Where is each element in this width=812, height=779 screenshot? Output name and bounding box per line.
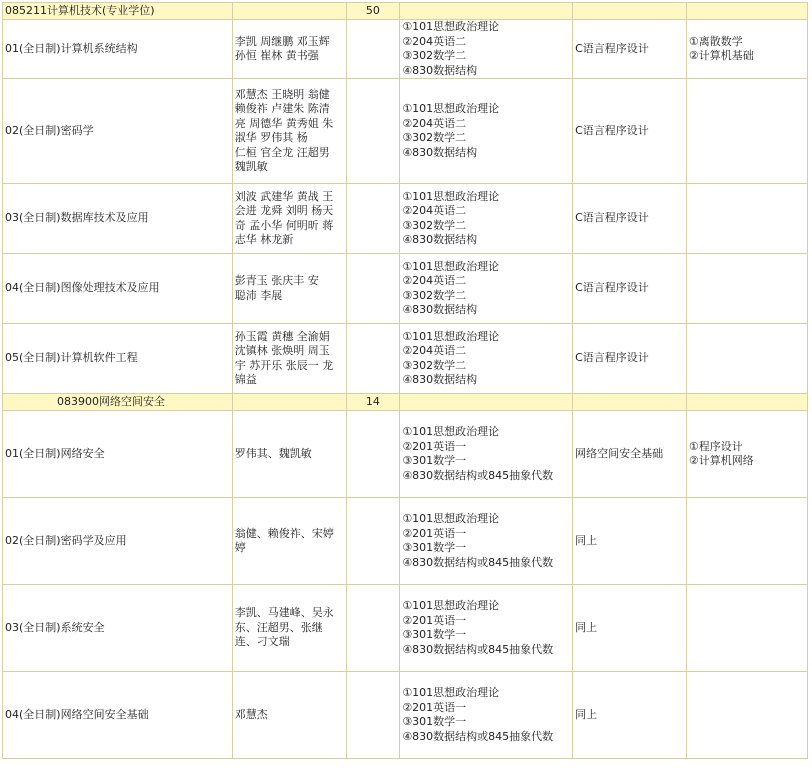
tutor-list <box>232 585 346 672</box>
tutor-line: 李凯、马建峰、吴永 <box>234 606 334 620</box>
exam-subjects <box>400 79 573 184</box>
direction-name: 03(全日制)系统安全 <box>3 585 233 672</box>
exam-subject: ④830数据结构 <box>402 233 478 246</box>
retest-subject: 同上 <box>573 672 687 759</box>
major-empty-cell <box>400 3 573 20</box>
direction-row <box>3 20 808 79</box>
tutor-list <box>232 254 346 324</box>
supplementary-subject: ①离散数学 <box>688 34 743 48</box>
exam-subject: ③301数学一 <box>402 628 467 641</box>
exam-subject: ①101思想政治理论 <box>402 329 500 343</box>
direction-row <box>3 324 808 394</box>
retest-subject: 同上 <box>573 498 687 585</box>
quota-cell <box>346 324 400 394</box>
exam-subject: ③302数学二 <box>402 358 467 372</box>
exam-subject: ①101思想政治理论 <box>402 512 500 525</box>
tutor-line: 彭青玉 张庆丰 安 <box>234 274 319 287</box>
retest-subject: C语言程序设计 <box>573 20 687 79</box>
exam-subject: ②201英语一 <box>402 526 467 540</box>
exam-subject: ①101思想政治理论 <box>402 259 500 273</box>
tutor-line: 赖俊祚 卢建朱 陈清 <box>234 102 330 115</box>
exam-subjects <box>400 498 573 585</box>
direction-name: 01(全日制)网络安全 <box>3 411 233 498</box>
admissions-table <box>2 2 808 759</box>
supplementary-subjects <box>686 585 807 672</box>
tutor-line: 孙玉霞 黄穗 全渝娟 <box>234 329 330 343</box>
major-quota: 50 <box>346 3 400 20</box>
supplementary-subject: ②计算机基础 <box>688 49 754 62</box>
exam-subject: ②204英语二 <box>402 274 467 287</box>
retest-subject: C语言程序设计 <box>573 79 687 184</box>
tutor-list <box>232 184 346 254</box>
tutor-line: 刘波 武建华 黄战 王 <box>234 189 334 203</box>
direction-name: 02(全日制)密码学及应用 <box>3 498 233 585</box>
supplementary-subjects <box>686 411 807 498</box>
direction-row <box>3 585 808 672</box>
tutor-line: 亮 周德华 黄秀姐 朱 <box>234 116 334 130</box>
quota-cell <box>346 20 400 79</box>
major-empty-cell <box>400 394 573 411</box>
tutor-line: 沈镇林 张焕明 周玉 <box>234 344 330 357</box>
tutor-line: 会进 龙舜 刘明 杨天 <box>234 204 334 217</box>
exam-subject: ②204英语二 <box>402 34 467 48</box>
tutor-line: 奇 孟小华 何明昕 蒋 <box>234 218 334 232</box>
direction-name: 05(全日制)计算机软件工程 <box>3 324 233 394</box>
admissions-table-body <box>3 3 808 759</box>
exam-subjects <box>400 254 573 324</box>
major-empty-cell <box>232 3 346 20</box>
supplementary-subjects <box>686 20 807 79</box>
major-header-row <box>3 394 808 411</box>
direction-name: 02(全日制)密码学 <box>3 79 233 184</box>
tutor-line: 志华 林龙新 <box>234 233 294 246</box>
retest-subject: 网络空间安全基础 <box>573 411 687 498</box>
tutor-list <box>232 324 346 394</box>
tutor-line: 邓慧杰 <box>234 707 268 721</box>
supplementary-subject: ①程序设计 <box>688 439 743 453</box>
major-quota: 14 <box>346 394 400 411</box>
major-name: 083900网络空间安全 <box>3 394 233 411</box>
major-header-row <box>3 3 808 20</box>
exam-subject: ③302数学二 <box>402 288 467 302</box>
exam-subjects <box>400 324 573 394</box>
supplementary-subjects <box>686 184 807 254</box>
exam-subject: ④830数据结构或845抽象代数 <box>402 642 554 656</box>
retest-subject: 同上 <box>573 585 687 672</box>
direction-name: 01(全日制)计算机系统结构 <box>3 20 233 79</box>
exam-subjects <box>400 184 573 254</box>
direction-row <box>3 498 808 585</box>
exam-subject: ④830数据结构 <box>402 303 478 316</box>
tutor-line: 淑华 罗伟其 杨 <box>234 131 308 144</box>
major-empty-cell <box>573 394 687 411</box>
exam-subject: ①101思想政治理论 <box>402 189 500 203</box>
quota-cell <box>346 411 400 498</box>
direction-name: 03(全日制)数据库技术及应用 <box>3 184 233 254</box>
direction-row <box>3 184 808 254</box>
exam-subject: ③302数学二 <box>402 131 467 144</box>
exam-subject: ①101思想政治理论 <box>402 20 500 33</box>
major-empty-cell <box>686 3 807 20</box>
tutor-list <box>232 498 346 585</box>
quota-cell <box>346 184 400 254</box>
direction-row <box>3 411 808 498</box>
supplementary-subject: ②计算机网络 <box>688 454 754 467</box>
tutor-line: 罗伟其、魏凯敏 <box>234 446 312 460</box>
exam-subject: ②204英语二 <box>402 344 467 357</box>
exam-subject: ②201英语一 <box>402 700 467 714</box>
direction-row <box>3 672 808 759</box>
tutor-line: 李凯 周继鹏 邓玉辉 <box>234 34 330 48</box>
exam-subject: ①101思想政治理论 <box>402 599 500 612</box>
tutor-line: 翁健、赖俊祚、宋婷 <box>234 526 334 540</box>
tutor-line: 聪沛 李展 <box>234 288 283 302</box>
tutor-line: 邓慧杰 王晓明 翁健 <box>234 87 330 101</box>
exam-subject: ④830数据结构或845抽象代数 <box>402 468 554 482</box>
exam-subject: ④830数据结构或845抽象代数 <box>402 555 554 569</box>
exam-subject: ③301数学一 <box>402 541 467 554</box>
direction-name: 04(全日制)图像处理技术及应用 <box>3 254 233 324</box>
tutor-list <box>232 20 346 79</box>
exam-subject: ②204英语二 <box>402 204 467 217</box>
exam-subject: ①101思想政治理论 <box>402 425 500 438</box>
tutor-line: 宇 苏开乐 张辰一 龙 <box>234 358 334 372</box>
tutor-line: 锦益 <box>234 373 257 386</box>
exam-subject: ②204英语二 <box>402 116 467 130</box>
exam-subject: ②201英语一 <box>402 613 467 627</box>
exam-subjects <box>400 585 573 672</box>
tutor-line: 仁桓 官全龙 汪超男 <box>234 145 330 159</box>
supplementary-subjects <box>686 498 807 585</box>
quota-cell <box>346 498 400 585</box>
supplementary-subjects <box>686 672 807 759</box>
exam-subject: ③302数学二 <box>402 49 467 62</box>
tutor-list <box>232 672 346 759</box>
tutor-line: 魏凯敏 <box>234 160 268 173</box>
quota-cell <box>346 79 400 184</box>
major-empty-cell <box>232 394 346 411</box>
exam-subject: ①101思想政治理论 <box>402 686 500 699</box>
retest-subject: C语言程序设计 <box>573 184 687 254</box>
tutor-line: 东、汪超男、张继 <box>234 620 323 634</box>
exam-subject: ③301数学一 <box>402 454 467 467</box>
direction-row <box>3 254 808 324</box>
exam-subject: ④830数据结构 <box>402 63 478 77</box>
tutor-line: 孙恒 崔林 黄书强 <box>234 49 319 62</box>
quota-cell <box>346 254 400 324</box>
tutor-list <box>232 411 346 498</box>
retest-subject: C语言程序设计 <box>573 324 687 394</box>
quota-cell <box>346 672 400 759</box>
major-empty-cell <box>686 394 807 411</box>
tutor-line: 婷 <box>234 541 246 554</box>
tutor-list <box>232 79 346 184</box>
direction-name: 04(全日制)网络空间安全基础 <box>3 672 233 759</box>
exam-subjects <box>400 411 573 498</box>
major-empty-cell <box>573 3 687 20</box>
supplementary-subjects <box>686 324 807 394</box>
supplementary-subjects <box>686 79 807 184</box>
exam-subject: ③302数学二 <box>402 218 467 232</box>
exam-subject: ④830数据结构或845抽象代数 <box>402 729 554 743</box>
exam-subject: ④830数据结构 <box>402 145 478 159</box>
supplementary-subjects <box>686 254 807 324</box>
tutor-line: 连、刁文瑞 <box>234 635 290 649</box>
exam-subjects <box>400 20 573 79</box>
major-name: 085211计算机技术(专业学位) <box>3 3 233 20</box>
quota-cell <box>346 585 400 672</box>
exam-subject: ④830数据结构 <box>402 373 478 386</box>
exam-subject: ②201英语一 <box>402 439 467 453</box>
exam-subject: ③301数学一 <box>402 715 467 728</box>
retest-subject: C语言程序设计 <box>573 254 687 324</box>
exam-subjects <box>400 672 573 759</box>
exam-subject: ①101思想政治理论 <box>402 102 500 115</box>
direction-row <box>3 79 808 184</box>
